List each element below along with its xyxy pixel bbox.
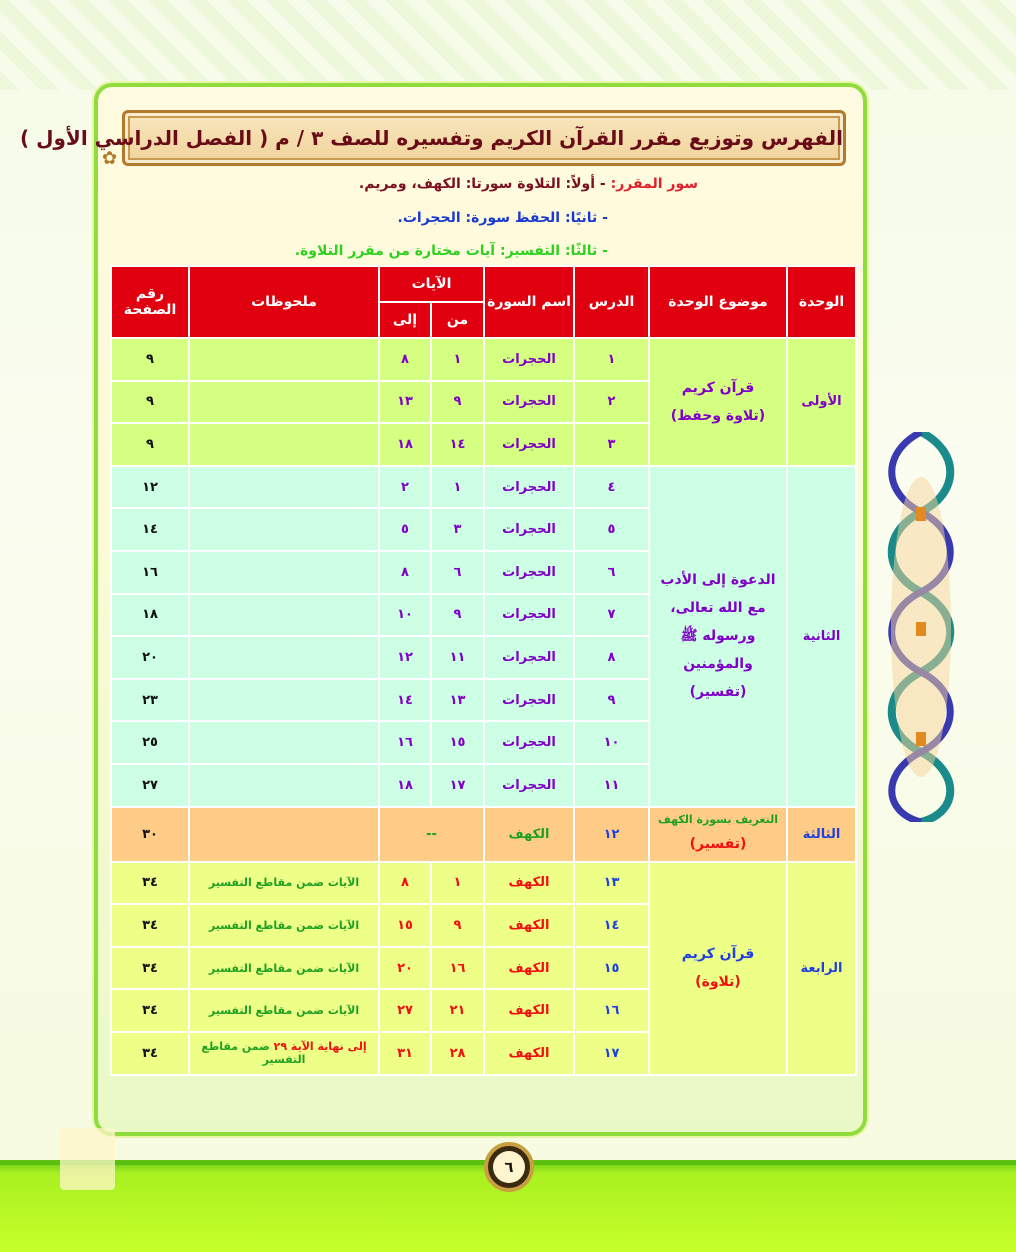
table-row <box>111 338 856 381</box>
notes-highlight: إلى نهاية الآية ٢٩ <box>273 1040 367 1054</box>
notes-text: الآيات ضمن مقاطع التفسير <box>208 961 360 975</box>
page-cell: ٣٤ <box>111 947 189 990</box>
surah-cell: الحجرات <box>484 679 574 722</box>
background-pattern <box>0 0 1016 90</box>
page-cell: ٩ <box>111 423 189 466</box>
header-to: إلى <box>379 302 431 338</box>
page-cell: ٣٤ <box>111 1032 189 1075</box>
lesson-cell: ٥ <box>574 508 649 551</box>
topic-line: قرآن كريم <box>681 379 755 396</box>
topic-line: الدعوة إلى الأدب <box>660 572 776 589</box>
notes-cell <box>189 636 379 679</box>
to-cell: ١٨ <box>379 423 431 466</box>
header-lesson: الدرس <box>574 266 649 338</box>
surah-cell: الكهف <box>484 862 574 905</box>
intro-line-1 <box>359 176 698 192</box>
notes-cell <box>189 679 379 722</box>
lesson-cell: ٧ <box>574 594 649 637</box>
from-cell: ٣ <box>431 508 484 551</box>
surah-cell: الحجرات <box>484 338 574 381</box>
header-verses: الآيات <box>379 266 484 302</box>
table-row <box>111 862 856 905</box>
surah-cell: الحجرات <box>484 381 574 424</box>
lesson-cell: ١ <box>574 338 649 381</box>
from-cell: ٢٨ <box>431 1032 484 1075</box>
topic-line: قرآن كريم <box>681 946 755 963</box>
lesson-cell: ٩ <box>574 679 649 722</box>
lesson-cell: ١٠ <box>574 721 649 764</box>
lesson-cell: ٢ <box>574 381 649 424</box>
topic-line: (تلاوة وحفظ) <box>670 407 766 424</box>
page-cell: ٣٤ <box>111 904 189 947</box>
topic-cell <box>649 862 787 1075</box>
lesson-cell: ٦ <box>574 551 649 594</box>
from-cell: ١ <box>431 338 484 381</box>
page-cell: ٣٠ <box>111 807 189 862</box>
header-unit: الوحدة <box>787 266 856 338</box>
notes-cell <box>189 423 379 466</box>
header-from: من <box>431 302 484 338</box>
topic-cell <box>649 807 787 862</box>
intro-recitation: - أولاً: التلاوة سورتا: الكهف، ومريم. <box>358 176 606 192</box>
surah-cell: الكهف <box>484 807 574 862</box>
to-cell: ٢٧ <box>379 989 431 1032</box>
unit-cell: الثالثة <box>787 807 856 862</box>
page-cell: ٢٧ <box>111 764 189 807</box>
to-cell: ١٨ <box>379 764 431 807</box>
decorative-arabesque-icon <box>880 432 962 822</box>
intro-memorization: - ثانيًا: الحفظ سورة: الحجرات. <box>397 210 608 226</box>
surah-cell: الحجرات <box>484 508 574 551</box>
surah-cell: الكهف <box>484 904 574 947</box>
from-cell: ١٥ <box>431 721 484 764</box>
surah-cell: الكهف <box>484 989 574 1032</box>
surah-cell: الحجرات <box>484 636 574 679</box>
topic-cell <box>649 466 787 807</box>
notes-cell <box>189 721 379 764</box>
unit-cell: الرابعة <box>787 862 856 1075</box>
to-cell: ١٦ <box>379 721 431 764</box>
header-notes: ملحوظات <box>189 266 379 338</box>
topic-cell <box>649 338 787 466</box>
verses-cell: -- <box>379 807 484 862</box>
page-cell: ١٤ <box>111 508 189 551</box>
to-cell: ١٠ <box>379 594 431 637</box>
notes-cell <box>189 807 379 862</box>
page-cell: ٣٤ <box>111 989 189 1032</box>
notes-cell <box>189 764 379 807</box>
intro-label: سور المقرر: <box>610 176 698 192</box>
lesson-cell: ٤ <box>574 466 649 509</box>
to-cell: ٨ <box>379 338 431 381</box>
to-cell: ٢ <box>379 466 431 509</box>
to-cell: ١٥ <box>379 904 431 947</box>
surah-cell: الحجرات <box>484 721 574 764</box>
from-cell: ١ <box>431 862 484 905</box>
from-cell: ٩ <box>431 904 484 947</box>
surah-cell: الحجرات <box>484 423 574 466</box>
page-cell: ٢٣ <box>111 679 189 722</box>
lesson-cell: ١٤ <box>574 904 649 947</box>
header-surah: اسم السورة <box>484 266 574 338</box>
from-cell: ١ <box>431 466 484 509</box>
surah-cell: الكهف <box>484 947 574 990</box>
lesson-cell: ١٦ <box>574 989 649 1032</box>
page-number: ٦ <box>493 1151 525 1183</box>
page-cell: ٣٤ <box>111 862 189 905</box>
table-row <box>111 807 856 862</box>
page-cell: ٢٥ <box>111 721 189 764</box>
header-page: رقم الصفحة <box>111 266 189 338</box>
page-cell: ٢٠ <box>111 636 189 679</box>
notes-cell <box>189 508 379 551</box>
notes-cell <box>189 551 379 594</box>
flower-ornament-icon: ✿ <box>102 148 118 169</box>
surah-cell: الحجرات <box>484 764 574 807</box>
curriculum-table <box>110 265 857 1076</box>
notes-text: ضمن مقاطع التفسير <box>201 1040 306 1067</box>
to-cell: ٢٠ <box>379 947 431 990</box>
unit-cell: الأولى <box>787 338 856 466</box>
from-cell: ٩ <box>431 381 484 424</box>
notes-cell <box>189 947 379 990</box>
topic-line: ورسوله ﷺ <box>680 628 756 645</box>
to-cell: ٣١ <box>379 1032 431 1075</box>
page-cell: ١٢ <box>111 466 189 509</box>
header-topic: موضوع الوحدة <box>649 266 787 338</box>
from-cell: ١٣ <box>431 679 484 722</box>
notes-cell <box>189 381 379 424</box>
notes-cell <box>189 989 379 1032</box>
to-cell: ٨ <box>379 551 431 594</box>
intro-tafsir: - ثالثًا: التفسير: آيات مختارة من مقرر التلاوة. <box>294 243 608 259</box>
to-cell: ١٤ <box>379 679 431 722</box>
notes-cell <box>189 904 379 947</box>
notes-cell <box>189 862 379 905</box>
unit-cell: الثانية <box>787 466 856 807</box>
topic-line: التعريف بسورة الكهف <box>657 813 779 827</box>
from-cell: ١١ <box>431 636 484 679</box>
surah-cell: الحجرات <box>484 594 574 637</box>
lesson-cell: ١٣ <box>574 862 649 905</box>
lesson-cell: ١٥ <box>574 947 649 990</box>
lesson-cell: ١٢ <box>574 807 649 862</box>
lesson-cell: ١١ <box>574 764 649 807</box>
notes-text: الآيات ضمن مقاطع التفسير <box>208 1004 360 1018</box>
notes-cell <box>189 338 379 381</box>
to-cell: ١٣ <box>379 381 431 424</box>
page-cell: ٩ <box>111 338 189 381</box>
from-cell: ٢١ <box>431 989 484 1032</box>
notes-text: الآيات ضمن مقاطع التفسير <box>208 876 360 890</box>
to-cell: ١٢ <box>379 636 431 679</box>
surah-cell: الحجرات <box>484 466 574 509</box>
notes-cell <box>189 466 379 509</box>
to-cell: ٨ <box>379 862 431 905</box>
page-cell: ١٦ <box>111 551 189 594</box>
to-cell: ٥ <box>379 508 431 551</box>
notes-cell <box>189 1032 379 1075</box>
from-cell: ٩ <box>431 594 484 637</box>
page-cell: ١٨ <box>111 594 189 637</box>
from-cell: ١٦ <box>431 947 484 990</box>
notes-cell <box>189 594 379 637</box>
topic-line: (تفسير) <box>689 684 747 701</box>
topic-line: (تفسير) <box>689 836 747 853</box>
page-number-medallion <box>484 1142 534 1192</box>
notes-text: الآيات ضمن مقاطع التفسير <box>208 918 360 932</box>
from-cell: ٦ <box>431 551 484 594</box>
from-cell: ١٧ <box>431 764 484 807</box>
lesson-cell: ٨ <box>574 636 649 679</box>
table-row <box>111 466 856 509</box>
surah-cell: الحجرات <box>484 551 574 594</box>
publisher-logo <box>60 1128 115 1190</box>
topic-line: والمؤمنين <box>683 656 753 673</box>
from-cell: ١٤ <box>431 423 484 466</box>
lesson-cell: ٣ <box>574 423 649 466</box>
lesson-cell: ١٧ <box>574 1032 649 1075</box>
topic-line: (تلاوة) <box>695 974 741 991</box>
page-cell: ٩ <box>111 381 189 424</box>
surah-cell: الكهف <box>484 1032 574 1075</box>
topic-line: مع الله تعالى، <box>670 600 766 617</box>
page-title: الفهرس وتوزيع مقرر القرآن الكريم وتفسيره للصف ٣ / م ( الفصل الدراسي الأول ) <box>122 110 846 166</box>
